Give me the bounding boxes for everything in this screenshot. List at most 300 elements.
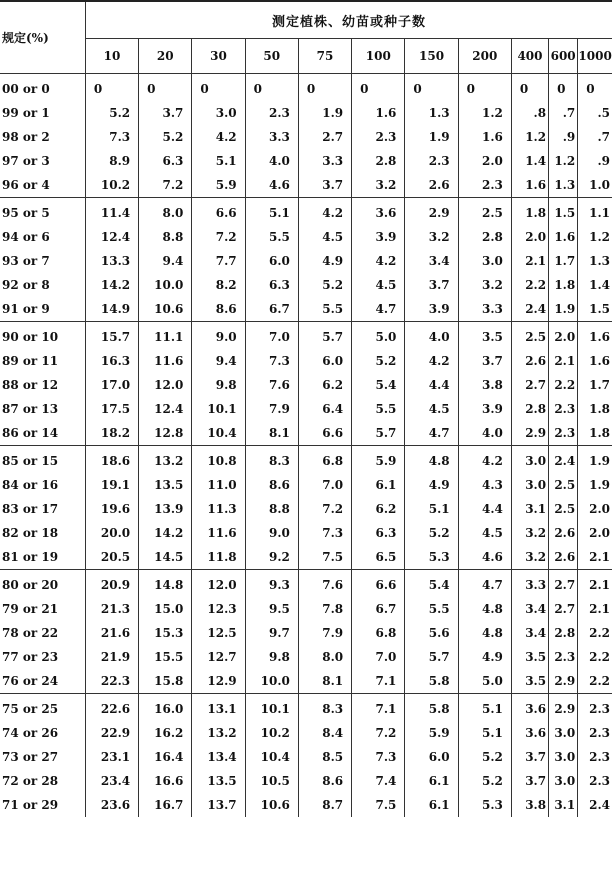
- table-cell: 1.4: [578, 273, 612, 297]
- table-cell: 10.2: [245, 721, 298, 745]
- table-row: [0, 694, 612, 722]
- table-row: [0, 669, 612, 694]
- table-cell: 15.5: [139, 645, 192, 669]
- table-cell: 13.9: [139, 497, 192, 521]
- table-cell: 6.3: [352, 521, 405, 545]
- table-row: [0, 497, 612, 521]
- table-cell: 10.6: [245, 793, 298, 817]
- table-cell: 4.9: [298, 249, 351, 273]
- row-group: [0, 694, 612, 818]
- count-header-30: 30: [192, 39, 245, 74]
- table-cell: 16.6: [139, 769, 192, 793]
- table-cell: 8.5: [298, 745, 351, 769]
- count-header-150: 150: [405, 39, 458, 74]
- table-cell: 3.0: [549, 745, 578, 769]
- table-cell: 6.2: [352, 497, 405, 521]
- table-cell: 3.4: [511, 597, 548, 621]
- table-cell: 3.0: [511, 446, 548, 474]
- row-label: 75 or 25: [2, 702, 59, 716]
- table-cell: 3.9: [458, 397, 511, 421]
- table-cell: 2.0: [511, 225, 548, 249]
- table-cell: 1.6: [511, 173, 548, 198]
- table-row: [0, 273, 612, 297]
- table-cell: 6.8: [352, 621, 405, 645]
- table-cell: 1.5: [578, 297, 612, 322]
- table-cell: 9.8: [192, 373, 245, 397]
- table-cell: 5.1: [192, 149, 245, 173]
- table-cell: 11.0: [192, 473, 245, 497]
- table-cell: 3.7: [298, 173, 351, 198]
- table-cell: 1.2: [511, 125, 548, 149]
- table-row: [0, 597, 612, 621]
- table-cell: 20.5: [85, 545, 138, 570]
- table-cell: 9.7: [245, 621, 298, 645]
- table-cell: 14.5: [139, 545, 192, 570]
- table-cell: 11.4: [85, 198, 138, 226]
- table-cell: 5.0: [458, 669, 511, 694]
- table-cell: 3.4: [511, 621, 548, 645]
- table-row: [0, 373, 612, 397]
- table-cell: 5.2: [458, 745, 511, 769]
- table-cell: 7.9: [245, 397, 298, 421]
- table-cell: 2.6: [549, 545, 578, 570]
- table-cell: 6.3: [245, 273, 298, 297]
- count-header-400: 400: [511, 39, 548, 74]
- table-cell: 13.5: [192, 769, 245, 793]
- table-cell: 1.7: [578, 373, 612, 397]
- table-cell: 9.0: [245, 521, 298, 545]
- table-cell: 4.2: [298, 198, 351, 226]
- row-label: 79 or 21: [2, 602, 59, 616]
- table-cell: 4.8: [458, 621, 511, 645]
- row-label: 73 or 27: [2, 750, 59, 764]
- table-cell: 3.7: [139, 101, 192, 125]
- table-cell: 3.8: [458, 373, 511, 397]
- table-cell: 3.0: [192, 101, 245, 125]
- table-cell: 2.8: [511, 397, 548, 421]
- table-cell: 2.3: [578, 745, 612, 769]
- table-cell: 1.8: [549, 273, 578, 297]
- row-label: 99 or 1: [2, 106, 50, 120]
- table-cell: 2.3: [549, 397, 578, 421]
- table-cell: 13.3: [85, 249, 138, 273]
- table-cell: 2.3: [549, 421, 578, 446]
- table-row: [0, 545, 612, 570]
- table-cell: 5.7: [352, 421, 405, 446]
- table-cell: 15.3: [139, 621, 192, 645]
- count-header-100: 100: [352, 39, 405, 74]
- table-cell: 2.0: [578, 497, 612, 521]
- table-cell: 7.7: [192, 249, 245, 273]
- table-cell: 3.6: [511, 721, 548, 745]
- table-cell: 6.4: [298, 397, 351, 421]
- table-cell: 7.2: [192, 225, 245, 249]
- table-cell: 0: [139, 74, 192, 102]
- table-cell: 2.2: [578, 669, 612, 694]
- table-cell: 1.7: [549, 249, 578, 273]
- table-cell: 6.0: [405, 745, 458, 769]
- table-cell: 12.5: [192, 621, 245, 645]
- table-cell: 12.7: [192, 645, 245, 669]
- table-cell: 2.5: [549, 473, 578, 497]
- table-cell: 4.5: [458, 521, 511, 545]
- table-cell: 4.7: [405, 421, 458, 446]
- table-cell: 2.3: [458, 173, 511, 198]
- table-cell: 4.3: [458, 473, 511, 497]
- count-header-50: 50: [245, 39, 298, 74]
- table-cell: 0: [511, 74, 548, 102]
- table-cell: 11.3: [192, 497, 245, 521]
- table-cell: 5.1: [405, 497, 458, 521]
- table-cell: 0: [192, 74, 245, 102]
- table-cell: 0: [298, 74, 351, 102]
- table-cell: 4.2: [405, 349, 458, 373]
- table-cell: 12.4: [139, 397, 192, 421]
- table-cell: 2.1: [511, 249, 548, 273]
- table-cell: 3.8: [511, 793, 548, 817]
- table-cell: 3.9: [352, 225, 405, 249]
- table-cell: 2.3: [578, 721, 612, 745]
- count-header-600: 600: [549, 39, 578, 74]
- table-cell: 13.2: [192, 721, 245, 745]
- table-cell: 22.3: [85, 669, 138, 694]
- table-cell: 2.3: [245, 101, 298, 125]
- table-cell: 15.8: [139, 669, 192, 694]
- table-cell: 21.6: [85, 621, 138, 645]
- table-cell: 7.1: [352, 669, 405, 694]
- table-cell: 3.1: [511, 497, 548, 521]
- table-row: [0, 349, 612, 373]
- table-cell: 6.5: [352, 545, 405, 570]
- table-cell: 10.4: [192, 421, 245, 446]
- table-cell: 5.3: [405, 545, 458, 570]
- table-row: [0, 446, 612, 474]
- table-cell: 5.7: [405, 645, 458, 669]
- table-cell: 2.3: [352, 125, 405, 149]
- table-cell: 8.0: [298, 645, 351, 669]
- table-cell: 8.9: [85, 149, 138, 173]
- table-cell: .5: [578, 101, 612, 125]
- table-cell: 1.6: [549, 225, 578, 249]
- row-label: 87 or 13: [2, 402, 59, 416]
- row-label: 78 or 22: [2, 626, 59, 640]
- table-cell: 7.3: [85, 125, 138, 149]
- table-cell: 5.2: [139, 125, 192, 149]
- table-cell: 3.3: [458, 297, 511, 322]
- table-cell: 1.4: [511, 149, 548, 173]
- table-cell: 5.5: [298, 297, 351, 322]
- table-cell: 0: [85, 74, 138, 102]
- row-label: 95 or 5: [2, 206, 50, 220]
- table-cell: 2.5: [549, 497, 578, 521]
- table-cell: 5.5: [405, 597, 458, 621]
- table-cell: 16.3: [85, 349, 138, 373]
- table-cell: 8.8: [245, 497, 298, 521]
- table-cell: 4.7: [352, 297, 405, 322]
- table-cell: 4.6: [458, 545, 511, 570]
- table-cell: 2.9: [549, 669, 578, 694]
- row-group: [0, 446, 612, 570]
- table-cell: 2.7: [511, 373, 548, 397]
- table-row: [0, 645, 612, 669]
- table-cell: 17.5: [85, 397, 138, 421]
- table-cell: 7.9: [298, 621, 351, 645]
- table-cell: 6.0: [298, 349, 351, 373]
- table-cell: 3.2: [458, 273, 511, 297]
- table-cell: 8.1: [245, 421, 298, 446]
- table-cell: 2.2: [578, 621, 612, 645]
- table-cell: 9.5: [245, 597, 298, 621]
- table-row: [0, 149, 612, 173]
- table-cell: 1.3: [578, 249, 612, 273]
- table-cell: 1.9: [549, 297, 578, 322]
- table-cell: 7.3: [352, 745, 405, 769]
- table-cell: 20.0: [85, 521, 138, 545]
- table-row: [0, 74, 612, 102]
- table-cell: 4.7: [458, 570, 511, 598]
- table-cell: 7.4: [352, 769, 405, 793]
- table-cell: 3.9: [405, 297, 458, 322]
- table-cell: 10.6: [139, 297, 192, 322]
- table-cell: 13.7: [192, 793, 245, 817]
- table-row: [0, 621, 612, 645]
- table-cell: 4.2: [192, 125, 245, 149]
- row-group: [0, 322, 612, 446]
- table-cell: 5.9: [192, 173, 245, 198]
- table-cell: 11.6: [192, 521, 245, 545]
- table-cell: 2.1: [549, 349, 578, 373]
- table-cell: 2.9: [511, 421, 548, 446]
- table-cell: 11.6: [139, 349, 192, 373]
- table-cell: 9.3: [245, 570, 298, 598]
- table-row: [0, 473, 612, 497]
- table-cell: 6.8: [298, 446, 351, 474]
- table-row: [0, 198, 612, 226]
- table-cell: 7.8: [298, 597, 351, 621]
- table-cell: 3.7: [405, 273, 458, 297]
- table-cell: 4.0: [245, 149, 298, 173]
- table-cell: 1.8: [578, 421, 612, 446]
- table-cell: 12.9: [192, 669, 245, 694]
- table-cell: 7.3: [298, 521, 351, 545]
- table-cell: 2.6: [549, 521, 578, 545]
- table-cell: 12.3: [192, 597, 245, 621]
- table-cell: 1.6: [352, 101, 405, 125]
- table-cell: 11.1: [139, 322, 192, 350]
- table-cell: 21.9: [85, 645, 138, 669]
- table-cell: 8.3: [298, 694, 351, 722]
- table-cell: 5.9: [405, 721, 458, 745]
- table-cell: 13.1: [192, 694, 245, 722]
- table-cell: 6.2: [298, 373, 351, 397]
- table-cell: 5.4: [405, 570, 458, 598]
- table-cell: 21.3: [85, 597, 138, 621]
- table-cell: .9: [578, 149, 612, 173]
- table-cell: 8.7: [298, 793, 351, 817]
- table-cell: 16.0: [139, 694, 192, 722]
- table-cell: 1.9: [578, 446, 612, 474]
- table-cell: 15.0: [139, 597, 192, 621]
- table-cell: 11.8: [192, 545, 245, 570]
- table-cell: 2.8: [352, 149, 405, 173]
- count-header-20: 20: [139, 39, 192, 74]
- table-cell: 5.7: [298, 322, 351, 350]
- row-label: 84 or 16: [2, 478, 59, 492]
- table-cell: 3.7: [511, 769, 548, 793]
- table-cell: 3.3: [245, 125, 298, 149]
- count-header-10: 10: [85, 39, 138, 74]
- table-cell: 1.9: [578, 473, 612, 497]
- table-cell: 4.2: [352, 249, 405, 273]
- table-row: [0, 322, 612, 350]
- row-label: 83 or 17: [2, 502, 59, 516]
- table-cell: 4.4: [405, 373, 458, 397]
- table-cell: 2.2: [511, 273, 548, 297]
- table-cell: 3.0: [549, 769, 578, 793]
- table-cell: 2.5: [458, 198, 511, 226]
- table-cell: 8.6: [192, 297, 245, 322]
- table-cell: 3.5: [458, 322, 511, 350]
- table-row: [0, 101, 612, 125]
- table-cell: 3.0: [458, 249, 511, 273]
- table-cell: 6.1: [352, 473, 405, 497]
- table-cell: 1.6: [578, 349, 612, 373]
- table-cell: 2.0: [578, 521, 612, 545]
- table-cell: 10.5: [245, 769, 298, 793]
- table-cell: 9.8: [245, 645, 298, 669]
- table-cell: 7.2: [352, 721, 405, 745]
- table-cell: 12.4: [85, 225, 138, 249]
- table-cell: 0: [245, 74, 298, 102]
- row-label: 92 or 8: [2, 278, 50, 292]
- table-cell: 8.1: [298, 669, 351, 694]
- table-cell: 7.0: [352, 645, 405, 669]
- table-cell: 7.6: [298, 570, 351, 598]
- table-cell: 2.4: [511, 297, 548, 322]
- table-cell: 0: [549, 74, 578, 102]
- table-cell: 9.4: [139, 249, 192, 273]
- row-label: 71 or 29: [2, 798, 59, 812]
- table-cell: 9.0: [192, 322, 245, 350]
- table-cell: 1.2: [458, 101, 511, 125]
- table-cell: 5.2: [405, 521, 458, 545]
- table-cell: 3.0: [549, 721, 578, 745]
- table-cell: 12.8: [139, 421, 192, 446]
- table-cell: 1.8: [578, 397, 612, 421]
- table-cell: 16.2: [139, 721, 192, 745]
- table-cell: 2.1: [578, 597, 612, 621]
- table-cell: 18.2: [85, 421, 138, 446]
- table-cell: 9.2: [245, 545, 298, 570]
- table-cell: 2.4: [578, 793, 612, 817]
- row-label: 00 or 0: [2, 82, 50, 96]
- table-cell: 5.8: [405, 669, 458, 694]
- table-cell: 2.3: [405, 149, 458, 173]
- table-cell: .7: [578, 125, 612, 149]
- table-cell: 0: [458, 74, 511, 102]
- table-cell: 7.5: [352, 793, 405, 817]
- row-label: 85 or 15: [2, 454, 59, 468]
- table-cell: 6.1: [405, 793, 458, 817]
- column-group-title: 测定植株、幼苗或种子数: [85, 1, 612, 39]
- table-cell: 6.6: [192, 198, 245, 226]
- table-row: [0, 249, 612, 273]
- table-cell: 7.2: [298, 497, 351, 521]
- table-cell: 1.9: [405, 125, 458, 149]
- table-cell: 17.0: [85, 373, 138, 397]
- table-cell: 1.3: [549, 173, 578, 198]
- table-cell: 1.3: [405, 101, 458, 125]
- table-cell: 23.6: [85, 793, 138, 817]
- table-cell: 7.5: [298, 545, 351, 570]
- row-label: 86 or 14: [2, 426, 59, 440]
- table-cell: 6.6: [298, 421, 351, 446]
- table-row: [0, 570, 612, 598]
- row-group: [0, 74, 612, 198]
- table-cell: 7.2: [139, 173, 192, 198]
- table-cell: 3.5: [511, 669, 548, 694]
- table-cell: 5.2: [298, 273, 351, 297]
- table-cell: 4.8: [458, 597, 511, 621]
- table-cell: 0: [578, 74, 612, 102]
- table-cell: 14.2: [139, 521, 192, 545]
- table-cell: 6.0: [245, 249, 298, 273]
- row-label: 98 or 2: [2, 130, 50, 144]
- table-cell: 6.7: [352, 597, 405, 621]
- table-cell: 5.2: [352, 349, 405, 373]
- table-cell: 2.0: [549, 322, 578, 350]
- table-row: [0, 421, 612, 446]
- row-label: 81 or 19: [2, 550, 59, 564]
- table-cell: 4.8: [405, 446, 458, 474]
- table-cell: 2.1: [578, 545, 612, 570]
- table-cell: 7.3: [245, 349, 298, 373]
- table-row: [0, 745, 612, 769]
- table-cell: 1.2: [549, 149, 578, 173]
- table-cell: 3.7: [458, 349, 511, 373]
- count-header-1000: 1000: [578, 39, 612, 74]
- table-cell: 15.7: [85, 322, 138, 350]
- row-label: 97 or 3: [2, 154, 50, 168]
- table-cell: 3.2: [511, 521, 548, 545]
- row-label: 94 or 6: [2, 230, 50, 244]
- table-cell: 0: [405, 74, 458, 102]
- table-cell: 3.4: [405, 249, 458, 273]
- row-label: 76 or 24: [2, 674, 59, 688]
- table-cell: 3.2: [352, 173, 405, 198]
- row-label: 80 or 20: [2, 578, 59, 592]
- table-cell: .9: [549, 125, 578, 149]
- table-cell: 2.1: [578, 570, 612, 598]
- table-cell: 3.6: [352, 198, 405, 226]
- table-cell: 2.3: [578, 694, 612, 722]
- table-cell: 23.1: [85, 745, 138, 769]
- table-cell: 16.7: [139, 793, 192, 817]
- table-cell: 3.3: [511, 570, 548, 598]
- table-cell: 5.1: [458, 721, 511, 745]
- table-cell: 5.9: [352, 446, 405, 474]
- table-cell: 6.7: [245, 297, 298, 322]
- count-header-200: 200: [458, 39, 511, 74]
- row-label: 74 or 26: [2, 726, 59, 740]
- table-cell: 8.3: [245, 446, 298, 474]
- table-row: [0, 125, 612, 149]
- table-cell: 7.6: [245, 373, 298, 397]
- table-cell: 19.6: [85, 497, 138, 521]
- table-cell: 2.4: [549, 446, 578, 474]
- row-group: [0, 570, 612, 694]
- table-cell: 3.6: [511, 694, 548, 722]
